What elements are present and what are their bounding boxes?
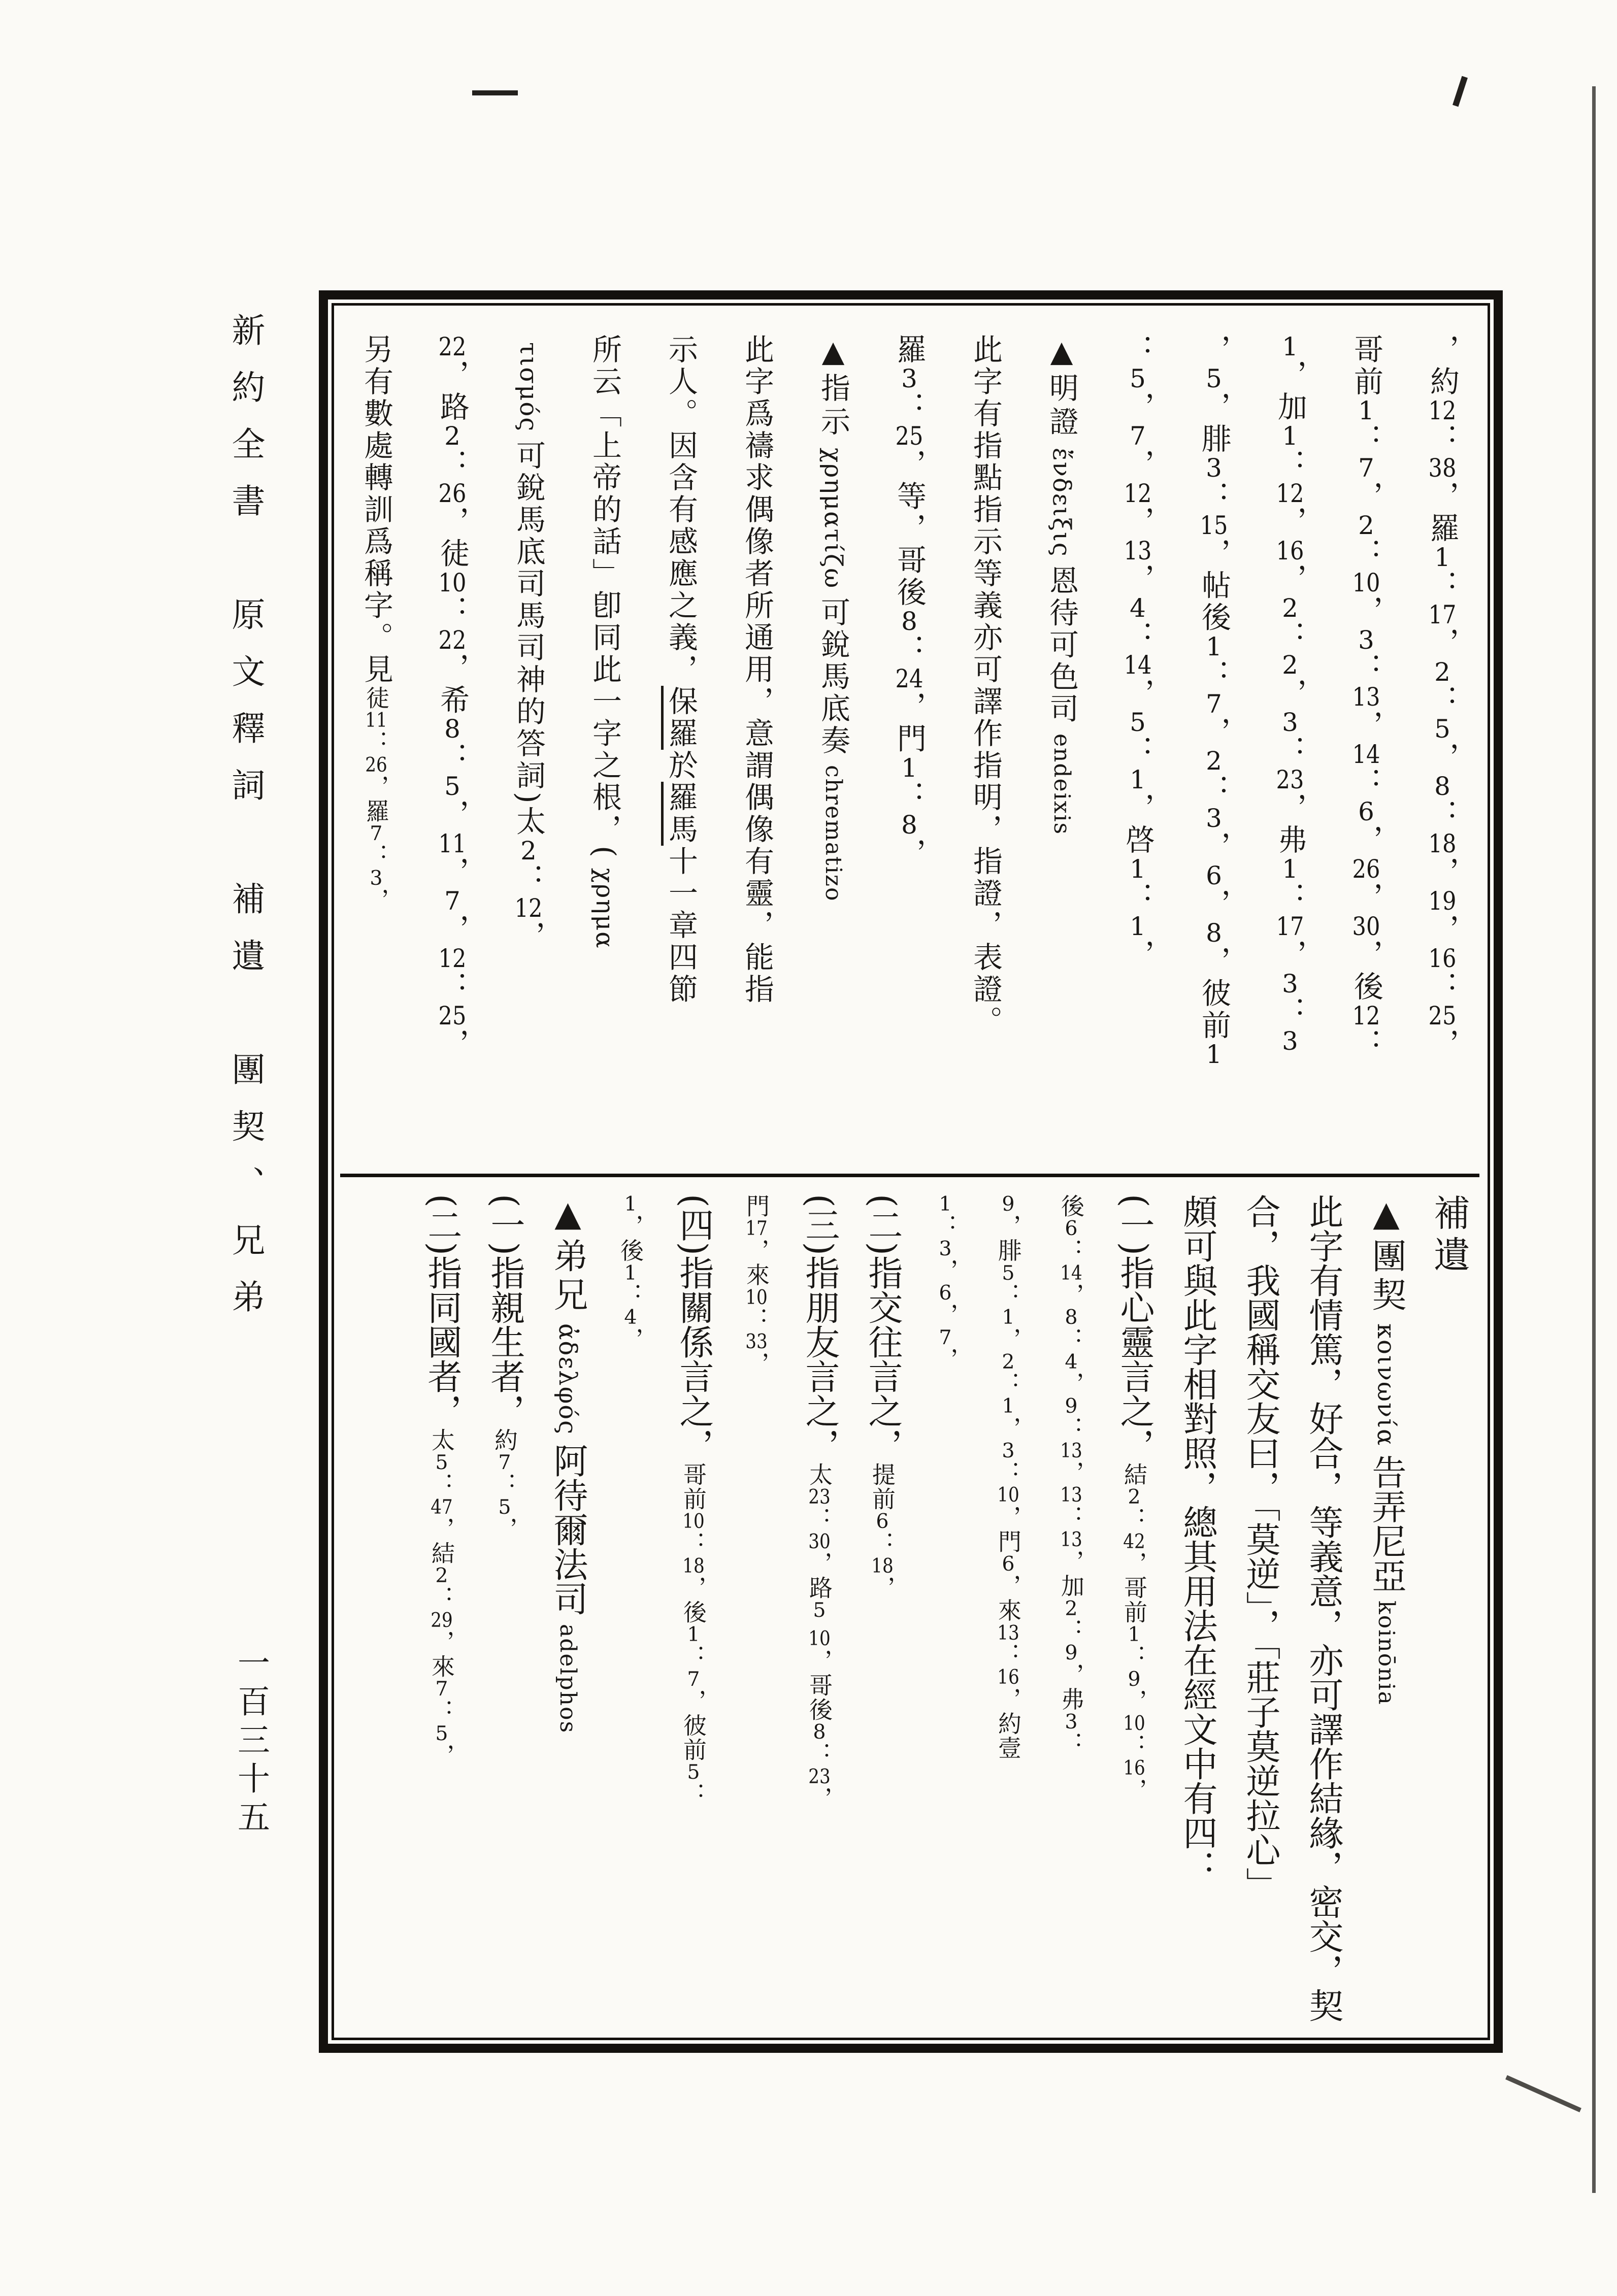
verse-number: 1 bbox=[1282, 856, 1298, 882]
verse-references: 哥前10：18，後1：7，彼前5： bbox=[680, 1462, 707, 1807]
top-text-column-10 bbox=[719, 334, 795, 1164]
verse-number: 2 bbox=[1434, 659, 1450, 685]
verse-number: 11 bbox=[365, 710, 387, 730]
body-text: 合，我國稱交友曰，「莫逆」，「莊子莫逆拉心」 bbox=[1240, 1194, 1280, 1902]
verse-number: 1 bbox=[1282, 423, 1298, 449]
body-text: 可銳馬底奏 bbox=[816, 597, 850, 757]
verse-number: 10 bbox=[1123, 1713, 1145, 1734]
body-text: (二)指同國者， bbox=[422, 1194, 462, 1428]
verse-number: 13 bbox=[997, 1622, 1019, 1643]
verse-number: 9 bbox=[1002, 1194, 1015, 1214]
verse-references: 結2：42，哥前1：9，10：16， bbox=[1120, 1462, 1148, 1803]
body-text: (一)指親生者， bbox=[485, 1194, 525, 1428]
verse-number: 3 bbox=[1282, 971, 1298, 996]
verse-number: 12 bbox=[1276, 480, 1304, 506]
verse-number: 25 bbox=[895, 423, 923, 449]
body-text: (二)指交往言之， bbox=[863, 1194, 903, 1463]
register-bottom bbox=[337, 1194, 1552, 2036]
greek-word: ἔνδειξις bbox=[1047, 448, 1076, 557]
bottom-text-column-11 bbox=[788, 1194, 851, 2036]
body-text: 另有數處轉訓爲稱字。見 bbox=[359, 334, 393, 686]
verse-number: 1 bbox=[1130, 913, 1146, 939]
verse-references: 1：3，6，7， bbox=[932, 1194, 959, 1372]
bottom-text-column-2 bbox=[1355, 1194, 1417, 2036]
top-text-column-4 bbox=[1176, 334, 1252, 1164]
verse-number: 7 bbox=[444, 888, 460, 914]
top-text-column-9 bbox=[795, 334, 871, 1164]
verse-number: 10 bbox=[682, 1511, 705, 1532]
top-text-column-6 bbox=[1024, 334, 1100, 1164]
verse-number: 1 bbox=[939, 1194, 952, 1214]
verse-number: 1 bbox=[1206, 634, 1222, 659]
verse-number: 6 bbox=[939, 1283, 952, 1303]
top-text-column-13 bbox=[490, 334, 567, 1164]
verse-number: 8 bbox=[813, 1721, 826, 1742]
verse-number: 8 bbox=[901, 812, 917, 838]
verse-number: 2 bbox=[1128, 1487, 1141, 1507]
verse-number: 2 bbox=[435, 1566, 448, 1586]
bottom-text-column-7 bbox=[1040, 1194, 1103, 2036]
verse-number: 17 bbox=[1428, 602, 1457, 627]
verse-number: 15 bbox=[1200, 512, 1228, 538]
verse-references: 門17，來10：33， bbox=[743, 1194, 770, 1376]
bottom-text-column-12 bbox=[725, 1194, 788, 2036]
verse-number: 2 bbox=[1002, 1351, 1015, 1372]
verse-number: 10 bbox=[745, 1287, 768, 1308]
bottom-text-column-16 bbox=[473, 1194, 536, 2036]
verse-number: 5 bbox=[813, 1600, 826, 1620]
verse-number: 5 bbox=[435, 1452, 448, 1473]
register-top bbox=[337, 334, 1480, 1164]
verse-number: 23 bbox=[808, 1487, 831, 1507]
greek-word: τισμός bbox=[514, 342, 543, 432]
latin-transliteration: chrematizo bbox=[820, 765, 846, 902]
verse-number: 3 bbox=[1065, 1711, 1078, 1732]
verse-number: 5 bbox=[687, 1762, 700, 1782]
bottom-text-column-14 bbox=[599, 1194, 662, 2036]
verse-number: 26 bbox=[1352, 856, 1380, 882]
body-text: ，約12：38，羅1：17，2：5，8：18，19，16：25， bbox=[1425, 334, 1460, 1060]
proper-noun: 保羅 bbox=[661, 686, 698, 750]
verse-references: 後6：14，8：4，9：13，13：13，加2：9，弗3： bbox=[1058, 1194, 1085, 1756]
verse-number: 3 bbox=[1282, 1028, 1298, 1054]
verse-number: 6 bbox=[1206, 863, 1222, 888]
top-text-column-1 bbox=[1404, 334, 1480, 1164]
body-text: 可銳馬底司馬司神的答詞)太2：12， bbox=[511, 440, 546, 953]
verse-number: 16 bbox=[1123, 1757, 1145, 1778]
verse-number: 24 bbox=[895, 665, 923, 691]
greek-word: κοινωνία bbox=[1372, 1323, 1400, 1447]
verse-number: 10 bbox=[808, 1628, 831, 1649]
verse-number: 4 bbox=[1130, 595, 1146, 621]
verse-number: 5 bbox=[1130, 366, 1146, 391]
verse-number: 18 bbox=[682, 1555, 705, 1576]
verse-number: 2 bbox=[1282, 652, 1298, 678]
verse-number: 3 bbox=[1282, 710, 1298, 736]
verse-number: 22 bbox=[438, 627, 467, 653]
verse-number: 5 bbox=[1434, 716, 1450, 742]
verse-number: 7 bbox=[687, 1669, 700, 1689]
verse-number: 2 bbox=[1358, 512, 1374, 538]
verse-number: 6 bbox=[1358, 799, 1374, 824]
entry-heading: ▲明證 bbox=[1044, 334, 1079, 440]
page-frame bbox=[319, 290, 1503, 2053]
verse-number: 1 bbox=[624, 1194, 637, 1214]
verse-number: 3 bbox=[1206, 806, 1222, 831]
verse-number: 1 bbox=[687, 1624, 700, 1645]
verse-number: 3 bbox=[939, 1238, 952, 1259]
verse-number: 9 bbox=[1065, 1396, 1078, 1416]
register-divider-rule bbox=[340, 1174, 1479, 1177]
left-margin bbox=[0, 0, 319, 2296]
verse-references: 太5：47，結2：29，來7：5， bbox=[428, 1428, 455, 1768]
verse-number: 8 bbox=[1206, 920, 1222, 946]
page-number: 一百三十五 bbox=[232, 1646, 270, 1839]
body-text: (四)指關係言之， bbox=[674, 1194, 714, 1463]
verse-references: 1，後1：4， bbox=[617, 1194, 644, 1352]
top-text-column-12 bbox=[567, 334, 643, 1164]
body-text: (三)指朋友言之， bbox=[800, 1194, 840, 1463]
verse-number: 26 bbox=[438, 480, 467, 506]
verse-number: 6 bbox=[876, 1511, 889, 1532]
verse-number: 2 bbox=[520, 838, 537, 863]
verse-number: 1 bbox=[1358, 398, 1374, 423]
verse-number: 13 bbox=[1060, 1440, 1082, 1461]
verse-number: 1 bbox=[1128, 1624, 1141, 1645]
verse-number: 8 bbox=[901, 608, 917, 634]
bottom-text-column-1 bbox=[1417, 1194, 1480, 2036]
top-text-column-5 bbox=[1100, 334, 1176, 1164]
verse-number: 25 bbox=[1428, 1003, 1457, 1028]
verse-number: 7 bbox=[498, 1452, 511, 1473]
verse-number: 6 bbox=[1002, 1553, 1015, 1574]
body-text: 羅3：25，等，哥後8：24，門1：8， bbox=[892, 334, 927, 870]
verse-number: 1 bbox=[1206, 1041, 1222, 1067]
scan-edge-artifact bbox=[1592, 86, 1596, 2193]
verse-number: 22 bbox=[438, 334, 467, 359]
verse-number: 7 bbox=[1206, 691, 1222, 717]
entry-heading: ▲指示 bbox=[816, 334, 850, 440]
verse-number: 17 bbox=[1276, 913, 1304, 939]
scan-noise-mark bbox=[472, 90, 518, 95]
verse-number: 2 bbox=[1206, 748, 1222, 774]
greek-word: ἀδελφός bbox=[553, 1323, 582, 1435]
verse-number: 5 bbox=[498, 1496, 511, 1517]
bottom-text-column-5 bbox=[1166, 1194, 1229, 2036]
verse-number: 11 bbox=[438, 831, 467, 856]
verse-number: 2 bbox=[444, 423, 460, 449]
verse-number: 23 bbox=[1276, 767, 1304, 792]
verse-number: 5 bbox=[1002, 1262, 1015, 1283]
body-text: 1，加1：12，16，2：2，3：23，弗1：17，3：3 bbox=[1273, 334, 1307, 1054]
verse-number: 23 bbox=[808, 1766, 831, 1787]
body-text: 所云「上帝的話」卽同此一字之根，( bbox=[587, 334, 622, 860]
verse-number: 14 bbox=[1060, 1262, 1082, 1283]
scan-noise-mark bbox=[1453, 76, 1468, 107]
bottom-text-column-3 bbox=[1292, 1194, 1355, 2036]
verse-number: 10 bbox=[997, 1485, 1019, 1505]
verse-number: 3 bbox=[370, 868, 383, 888]
bottom-text-column-9 bbox=[914, 1194, 977, 2036]
verse-number: 1 bbox=[624, 1262, 637, 1283]
verse-number: 33 bbox=[745, 1332, 768, 1352]
top-text-column-2 bbox=[1328, 334, 1404, 1164]
verse-number: 1 bbox=[1434, 544, 1450, 570]
verse-number: 8 bbox=[1434, 774, 1450, 800]
greek-word: χρημα bbox=[590, 868, 619, 949]
verse-number: 47 bbox=[431, 1496, 453, 1517]
verse-number: 17 bbox=[745, 1218, 768, 1239]
verse-references: 太23：30，路5 10，哥後8：23， bbox=[806, 1462, 833, 1811]
verse-number: 16 bbox=[1276, 538, 1304, 563]
body-text: 哥前1：7，2：10，3：13，14：6，26，30，後12： bbox=[1349, 334, 1383, 1060]
verse-references: 約7：5， bbox=[491, 1428, 518, 1542]
verse-number: 13 bbox=[1352, 684, 1380, 710]
verse-number: 16 bbox=[997, 1667, 1019, 1687]
verse-number: 25 bbox=[438, 1003, 467, 1028]
verse-number: 1 bbox=[1002, 1396, 1015, 1416]
verse-number: 1 bbox=[1130, 856, 1146, 882]
verse-number: 8 bbox=[444, 716, 460, 742]
bottom-text-column-6 bbox=[1103, 1194, 1166, 2036]
body-text: 頗可與此字相對照，總其用法在經文中有四： bbox=[1177, 1194, 1217, 1884]
top-text-column-14 bbox=[414, 334, 490, 1164]
top-text-column-11 bbox=[643, 334, 719, 1164]
verse-number: 19 bbox=[1428, 888, 1457, 914]
verse-number: 30 bbox=[808, 1531, 831, 1552]
verse-number: 4 bbox=[624, 1307, 637, 1327]
entry-heading: ▲團契 bbox=[1366, 1194, 1406, 1315]
verse-number: 12 bbox=[438, 945, 467, 971]
greek-word: χρηματίζω bbox=[819, 448, 847, 589]
body-text: 阿待爾法司 bbox=[548, 1443, 588, 1616]
verse-number: 29 bbox=[431, 1610, 453, 1631]
bottom-text-column-15 bbox=[536, 1194, 599, 2036]
verse-number: 26 bbox=[365, 754, 387, 775]
body-text: 恩待可色司 bbox=[1044, 565, 1079, 725]
verse-number: 7 bbox=[1358, 455, 1374, 481]
running-title: 新約全書 原文釋詞 補遺 團契、兄弟 bbox=[226, 313, 265, 1336]
body-text: 22，路2：26，徒10：22，希8：5，11，7，12：25， bbox=[435, 334, 470, 1060]
verse-number: 5 bbox=[435, 1723, 448, 1744]
body-text: ：5，7，12，13，4：14，5：1，啓1：1， bbox=[1120, 334, 1155, 971]
body-text: (一)指心靈言之， bbox=[1114, 1194, 1154, 1463]
verse-number: 42 bbox=[1123, 1531, 1145, 1552]
verse-number: 14 bbox=[1124, 652, 1152, 678]
verse-number: 12 bbox=[514, 895, 543, 921]
verse-number: 1 bbox=[1130, 767, 1146, 792]
verse-number: 5 bbox=[1130, 710, 1146, 736]
body-text: ，5，腓3：15，帖後1：7，2：3，6，8，彼前1 bbox=[1197, 334, 1231, 1067]
bottom-text-column-13 bbox=[662, 1194, 725, 2036]
scan-noise-mark bbox=[1505, 2075, 1581, 2112]
latin-transliteration: adelphos bbox=[555, 1624, 581, 1734]
body-text: 十一章四節 bbox=[664, 846, 698, 1006]
body-text: 此字有情篤，好合，等義意，亦可譯作結緣，密交，契 bbox=[1303, 1194, 1343, 2022]
body-text: 於 bbox=[664, 750, 698, 782]
verse-number: 18 bbox=[871, 1555, 894, 1576]
verse-number: 18 bbox=[1428, 831, 1457, 856]
body-text: 此字有指點指示等義亦可譯作指明，指證，表證。 bbox=[968, 334, 1003, 1038]
section-heading: 補遺 bbox=[1428, 1194, 1470, 1277]
verse-references: 9，腓5：1，2：1，3：10，門6，來13：16，約壹 bbox=[995, 1194, 1022, 1760]
body-text: 此字爲禱求偶像者所通用，意謂偶像有靈，能指 bbox=[740, 334, 774, 1006]
verse-number: 12 bbox=[1428, 398, 1457, 423]
verse-number: 38 bbox=[1428, 455, 1457, 481]
verse-number: 13 bbox=[1060, 1529, 1082, 1550]
verse-number: 3 bbox=[1002, 1440, 1015, 1461]
bottom-text-column-8 bbox=[977, 1194, 1040, 2036]
body-text: 示人。因含有感應之義， bbox=[664, 334, 698, 686]
proper-noun: 羅馬 bbox=[661, 782, 698, 846]
verse-number: 10 bbox=[438, 570, 467, 595]
top-text-column-7 bbox=[947, 334, 1024, 1164]
verse-number: 2 bbox=[1065, 1598, 1078, 1619]
verse-number: 1 bbox=[1282, 334, 1298, 359]
verse-number: 9 bbox=[1128, 1669, 1141, 1689]
verse-number: 13 bbox=[1060, 1485, 1082, 1505]
verse-number: 30 bbox=[1352, 913, 1380, 939]
verse-number: 7 bbox=[370, 823, 383, 844]
verse-number: 10 bbox=[1352, 570, 1380, 595]
verse-number: 5 bbox=[444, 774, 460, 800]
verse-number: 14 bbox=[1352, 742, 1380, 768]
top-text-column-8 bbox=[871, 334, 947, 1164]
verse-number: 9 bbox=[1065, 1643, 1078, 1663]
top-text-column-3 bbox=[1252, 334, 1328, 1164]
verse-number: 3 bbox=[901, 366, 917, 391]
bottom-text-column-17 bbox=[410, 1194, 473, 2036]
verse-number: 7 bbox=[1130, 423, 1146, 449]
verse-number: 2 bbox=[1282, 595, 1298, 621]
verse-number: 13 bbox=[1124, 538, 1152, 563]
verse-number: 7 bbox=[939, 1327, 952, 1348]
verse-references: 徒11：26，羅7：3， bbox=[362, 686, 390, 913]
verse-number: 1 bbox=[901, 755, 917, 781]
latin-transliteration: endeixis bbox=[1049, 733, 1075, 835]
verse-number: 8 bbox=[1065, 1307, 1078, 1327]
verse-number: 12 bbox=[1124, 480, 1152, 506]
verse-number: 3 bbox=[1358, 627, 1374, 653]
bottom-text-column-4 bbox=[1229, 1194, 1292, 2036]
verse-number: 7 bbox=[435, 1679, 448, 1699]
verse-number: 1 bbox=[1002, 1307, 1015, 1327]
body-text: 告弄尼亞 bbox=[1366, 1454, 1406, 1593]
verse-number: 5 bbox=[1206, 366, 1222, 391]
verse-number: 4 bbox=[1065, 1351, 1078, 1372]
verse-number: 16 bbox=[1428, 945, 1457, 971]
verse-number: 6 bbox=[1065, 1218, 1078, 1239]
verse-number: 3 bbox=[1206, 455, 1222, 481]
entry-heading: ▲弟兄 bbox=[548, 1194, 588, 1315]
top-text-column-15 bbox=[338, 334, 414, 1164]
verse-references: 提前6：18， bbox=[869, 1462, 896, 1601]
bottom-text-column-10 bbox=[851, 1194, 914, 2036]
latin-transliteration: koinōnia bbox=[1373, 1601, 1399, 1706]
verse-number: 12 bbox=[1352, 1003, 1380, 1028]
